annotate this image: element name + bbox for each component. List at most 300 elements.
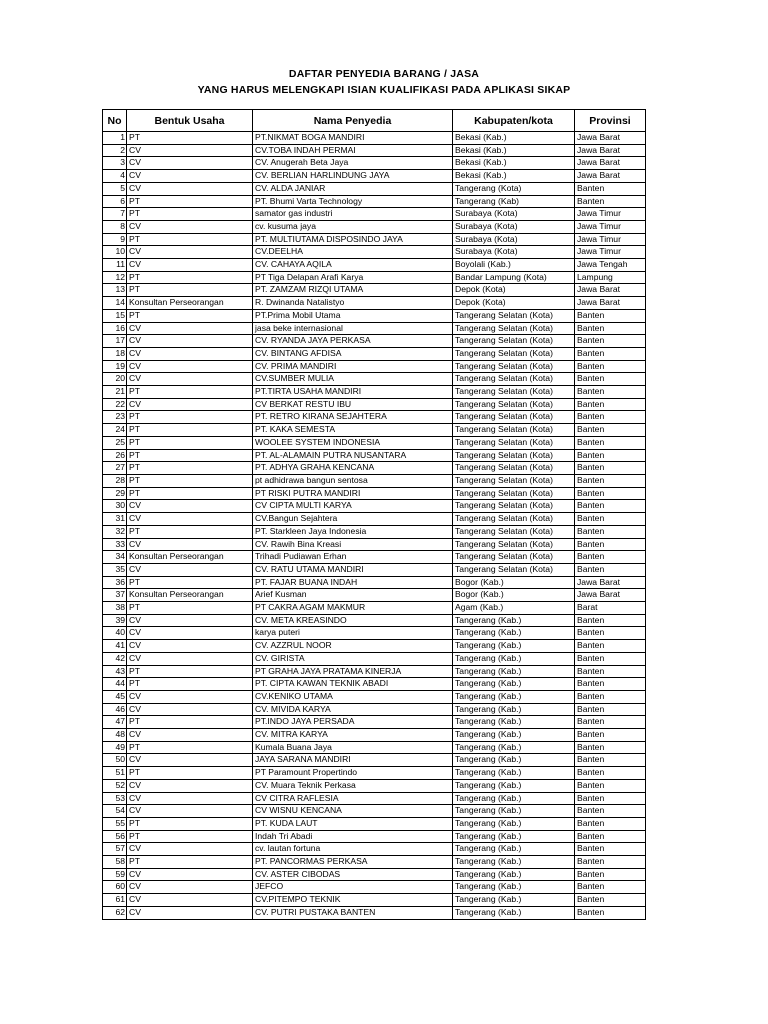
row-provinsi: Banten — [575, 195, 646, 208]
row-provinsi: Jawa Timur — [575, 208, 646, 221]
table-header-row — [103, 110, 646, 132]
row-provinsi: Banten — [575, 767, 646, 780]
row-no: 61 — [103, 894, 127, 907]
row-nama-penyedia: CV. CAHAYA AQILA — [253, 259, 453, 272]
row-bentuk-usaha: Konsultan Perseorangan — [127, 297, 253, 310]
row-kabupaten-kota: Tangerang (Kab.) — [453, 614, 575, 627]
row-provinsi: Banten — [575, 322, 646, 335]
row-no: 57 — [103, 843, 127, 856]
row-nama-penyedia: JEFCO — [253, 881, 453, 894]
row-provinsi: Banten — [575, 513, 646, 526]
table-row — [103, 398, 646, 411]
table-row — [103, 741, 646, 754]
table-row — [103, 906, 646, 919]
row-no: 36 — [103, 576, 127, 589]
table-row — [103, 220, 646, 233]
row-provinsi: Banten — [575, 360, 646, 373]
table-row — [103, 347, 646, 360]
row-provinsi: Banten — [575, 411, 646, 424]
row-nama-penyedia: JAYA SARANA MANDIRI — [253, 754, 453, 767]
row-no: 7 — [103, 208, 127, 221]
header-nama-penyedia: Nama Penyedia — [253, 110, 453, 132]
row-no: 10 — [103, 246, 127, 259]
row-kabupaten-kota: Tangerang Selatan (Kota) — [453, 386, 575, 399]
table-row — [103, 817, 646, 830]
row-nama-penyedia: CV. PUTRI PUSTAKA BANTEN — [253, 906, 453, 919]
row-kabupaten-kota: Bekasi (Kab.) — [453, 157, 575, 170]
row-kabupaten-kota: Tangerang (Kab.) — [453, 906, 575, 919]
row-nama-penyedia: R. Dwinanda Natalistyo — [253, 297, 453, 310]
header-kabupaten-kota: Kabupaten/kota — [453, 110, 575, 132]
table-row — [103, 729, 646, 742]
row-kabupaten-kota: Tangerang Selatan (Kota) — [453, 449, 575, 462]
row-kabupaten-kota: Tangerang Selatan (Kota) — [453, 335, 575, 348]
row-bentuk-usaha: PT — [127, 678, 253, 691]
row-no: 27 — [103, 462, 127, 475]
row-nama-penyedia: CV. PRIMA MANDIRI — [253, 360, 453, 373]
row-kabupaten-kota: Bekasi (Kab.) — [453, 170, 575, 183]
row-provinsi: Banten — [575, 474, 646, 487]
row-no: 40 — [103, 627, 127, 640]
table-row — [103, 233, 646, 246]
row-provinsi: Banten — [575, 856, 646, 869]
row-kabupaten-kota: Tangerang (Kab.) — [453, 716, 575, 729]
table-row — [103, 538, 646, 551]
row-provinsi: Banten — [575, 487, 646, 500]
row-nama-penyedia: PT. Starkleen Jaya Indonesia — [253, 525, 453, 538]
row-nama-penyedia: PT. MULTIUTAMA DISPOSINDO JAYA — [253, 233, 453, 246]
row-no: 45 — [103, 690, 127, 703]
table-row — [103, 449, 646, 462]
table-row — [103, 767, 646, 780]
row-kabupaten-kota: Tangerang Selatan (Kota) — [453, 500, 575, 513]
row-provinsi: Banten — [575, 182, 646, 195]
row-no: 52 — [103, 779, 127, 792]
row-nama-penyedia: PT.INDO JAYA PERSADA — [253, 716, 453, 729]
row-bentuk-usaha: PT — [127, 208, 253, 221]
table-row — [103, 309, 646, 322]
row-nama-penyedia: PT. RETRO KIRANA SEJAHTERA — [253, 411, 453, 424]
row-provinsi: Banten — [575, 614, 646, 627]
row-bentuk-usaha: PT — [127, 525, 253, 538]
row-kabupaten-kota: Tangerang Selatan (Kota) — [453, 551, 575, 564]
row-bentuk-usaha: PT — [127, 474, 253, 487]
row-no: 6 — [103, 195, 127, 208]
row-provinsi: Jawa Barat — [575, 284, 646, 297]
row-no: 39 — [103, 614, 127, 627]
row-kabupaten-kota: Tangerang Selatan (Kota) — [453, 538, 575, 551]
row-no: 34 — [103, 551, 127, 564]
row-no: 29 — [103, 487, 127, 500]
row-no: 58 — [103, 856, 127, 869]
row-bentuk-usaha: PT — [127, 767, 253, 780]
row-no: 32 — [103, 525, 127, 538]
row-kabupaten-kota: Tangerang Selatan (Kota) — [453, 424, 575, 437]
row-bentuk-usaha: CV — [127, 246, 253, 259]
row-nama-penyedia: PT. Bhumi Varta Technology — [253, 195, 453, 208]
row-nama-penyedia: CV. BERLIAN HARLINDUNG JAYA — [253, 170, 453, 183]
row-nama-penyedia: PT. AL-ALAMAIN PUTRA NUSANTARA — [253, 449, 453, 462]
row-bentuk-usaha: CV — [127, 144, 253, 157]
row-no: 44 — [103, 678, 127, 691]
row-bentuk-usaha: PT — [127, 449, 253, 462]
row-nama-penyedia: PT. KUDA LAUT — [253, 817, 453, 830]
row-nama-penyedia: CV WISNU KENCANA — [253, 805, 453, 818]
row-nama-penyedia: Trihadi Pudiawan Erhan — [253, 551, 453, 564]
row-kabupaten-kota: Tangerang (Kab.) — [453, 830, 575, 843]
table-row — [103, 627, 646, 640]
row-nama-penyedia: PT CAKRA AGAM MAKMUR — [253, 602, 453, 615]
table-row — [103, 360, 646, 373]
row-no: 18 — [103, 347, 127, 360]
table-row — [103, 487, 646, 500]
table-row — [103, 703, 646, 716]
row-bentuk-usaha: CV — [127, 157, 253, 170]
row-provinsi: Banten — [575, 741, 646, 754]
row-provinsi: Banten — [575, 500, 646, 513]
row-provinsi: Banten — [575, 792, 646, 805]
row-kabupaten-kota: Surabaya (Kota) — [453, 208, 575, 221]
row-nama-penyedia: Arief Kusman — [253, 589, 453, 602]
document-subtitle: YANG HARUS MELENGKAPI ISIAN KUALIFIKASI PADA APLIKASI SIKAP — [197, 84, 571, 96]
row-bentuk-usaha: PT — [127, 309, 253, 322]
row-no: 42 — [103, 652, 127, 665]
row-no: 14 — [103, 297, 127, 310]
table-row — [103, 513, 646, 526]
row-provinsi: Jawa Timur — [575, 233, 646, 246]
row-kabupaten-kota: Tangerang Selatan (Kota) — [453, 513, 575, 526]
row-nama-penyedia: PT. CIPTA KAWAN TEKNIK ABADI — [253, 678, 453, 691]
row-provinsi: Banten — [575, 779, 646, 792]
row-nama-penyedia: CV.KENIKO UTAMA — [253, 690, 453, 703]
row-nama-penyedia: CV.SUMBER MULIA — [253, 373, 453, 386]
row-provinsi: Banten — [575, 830, 646, 843]
table-row — [103, 881, 646, 894]
row-kabupaten-kota: Surabaya (Kota) — [453, 233, 575, 246]
row-kabupaten-kota: Tangerang (Kab.) — [453, 817, 575, 830]
row-no: 8 — [103, 220, 127, 233]
row-provinsi: Banten — [575, 703, 646, 716]
table-row — [103, 779, 646, 792]
row-kabupaten-kota: Tangerang (Kab.) — [453, 652, 575, 665]
row-kabupaten-kota: Tangerang Selatan (Kota) — [453, 462, 575, 475]
row-bentuk-usaha: CV — [127, 220, 253, 233]
row-no: 55 — [103, 817, 127, 830]
table-row — [103, 792, 646, 805]
table-row — [103, 335, 646, 348]
row-bentuk-usaha: PT — [127, 665, 253, 678]
row-no: 49 — [103, 741, 127, 754]
row-kabupaten-kota: Depok (Kota) — [453, 297, 575, 310]
row-bentuk-usaha: CV — [127, 690, 253, 703]
row-kabupaten-kota: Tangerang (Kab.) — [453, 703, 575, 716]
table-row — [103, 436, 646, 449]
row-nama-penyedia: pt adhidrawa bangun sentosa — [253, 474, 453, 487]
row-provinsi: Banten — [575, 335, 646, 348]
row-bentuk-usaha: PT — [127, 817, 253, 830]
row-nama-penyedia: CV. MITRA KARYA — [253, 729, 453, 742]
row-nama-penyedia: PT.TIRTA USAHA MANDIRI — [253, 386, 453, 399]
row-nama-penyedia: PT. ZAMZAM RIZQI UTAMA — [253, 284, 453, 297]
row-no: 31 — [103, 513, 127, 526]
row-bentuk-usaha: PT — [127, 487, 253, 500]
row-bentuk-usaha: Konsultan Perseorangan — [127, 551, 253, 564]
row-no: 48 — [103, 729, 127, 742]
row-kabupaten-kota: Tangerang (Kab.) — [453, 779, 575, 792]
row-kabupaten-kota: Tangerang Selatan (Kota) — [453, 373, 575, 386]
table-row — [103, 589, 646, 602]
row-nama-penyedia: WOOLEE SYSTEM INDONESIA — [253, 436, 453, 449]
row-kabupaten-kota: Tangerang (Kab.) — [453, 881, 575, 894]
row-kabupaten-kota: Tangerang (Kab.) — [453, 754, 575, 767]
row-provinsi: Jawa Barat — [575, 589, 646, 602]
row-kabupaten-kota: Tangerang (Kab) — [453, 195, 575, 208]
row-bentuk-usaha: PT — [127, 462, 253, 475]
table-row — [103, 640, 646, 653]
row-kabupaten-kota: Tangerang Selatan (Kota) — [453, 347, 575, 360]
row-bentuk-usaha: CV — [127, 538, 253, 551]
row-nama-penyedia: CV CITRA RAFLESIA — [253, 792, 453, 805]
table-row — [103, 246, 646, 259]
row-bentuk-usaha: CV — [127, 754, 253, 767]
table-row — [103, 614, 646, 627]
row-provinsi: Banten — [575, 640, 646, 653]
row-nama-penyedia: PT Tiga Delapan Arafi Karya — [253, 271, 453, 284]
row-nama-penyedia: cv. kusuma jaya — [253, 220, 453, 233]
row-nama-penyedia: karya puteri — [253, 627, 453, 640]
row-kabupaten-kota: Tangerang (Kab.) — [453, 767, 575, 780]
row-kabupaten-kota: Tangerang (Kab.) — [453, 678, 575, 691]
row-nama-penyedia: CV. Rawih Bina Kreasi — [253, 538, 453, 551]
row-no: 4 — [103, 170, 127, 183]
row-bentuk-usaha: PT — [127, 132, 253, 145]
row-bentuk-usaha: PT — [127, 436, 253, 449]
row-provinsi: Banten — [575, 347, 646, 360]
table-row — [103, 144, 646, 157]
row-provinsi: Banten — [575, 678, 646, 691]
row-provinsi: Jawa Tengah — [575, 259, 646, 272]
row-bentuk-usaha: CV — [127, 500, 253, 513]
table-row — [103, 868, 646, 881]
row-no: 60 — [103, 881, 127, 894]
row-bentuk-usaha: CV — [127, 703, 253, 716]
row-provinsi: Jawa Barat — [575, 132, 646, 145]
row-no: 25 — [103, 436, 127, 449]
row-kabupaten-kota: Tangerang Selatan (Kota) — [453, 474, 575, 487]
row-provinsi: Jawa Barat — [575, 144, 646, 157]
document-title: DAFTAR PENYEDIA BARANG / JASA — [288, 68, 480, 80]
row-no: 19 — [103, 360, 127, 373]
row-kabupaten-kota: Tangerang (Kab.) — [453, 640, 575, 653]
row-kabupaten-kota: Tangerang (Kab.) — [453, 665, 575, 678]
table-row — [103, 195, 646, 208]
row-provinsi: Banten — [575, 665, 646, 678]
row-bentuk-usaha: CV — [127, 881, 253, 894]
header-no: No — [103, 110, 127, 132]
row-provinsi: Jawa Barat — [575, 170, 646, 183]
row-nama-penyedia: CV.PITEMPO TEKNIK — [253, 894, 453, 907]
table-row — [103, 474, 646, 487]
row-no: 54 — [103, 805, 127, 818]
row-bentuk-usaha: CV — [127, 259, 253, 272]
row-no: 2 — [103, 144, 127, 157]
row-kabupaten-kota: Tangerang (Kab.) — [453, 868, 575, 881]
row-kabupaten-kota: Tangerang Selatan (Kota) — [453, 360, 575, 373]
row-nama-penyedia: PT GRAHA JAYA PRATAMA KINERJA — [253, 665, 453, 678]
table-row — [103, 259, 646, 272]
row-kabupaten-kota: Tangerang (Kab.) — [453, 729, 575, 742]
row-nama-penyedia: PT Paramount Propertindo — [253, 767, 453, 780]
table-row — [103, 602, 646, 615]
table-row — [103, 322, 646, 335]
table-row — [103, 386, 646, 399]
row-no: 26 — [103, 449, 127, 462]
row-provinsi: Banten — [575, 868, 646, 881]
row-provinsi: Jawa Barat — [575, 297, 646, 310]
row-no: 30 — [103, 500, 127, 513]
row-no: 17 — [103, 335, 127, 348]
row-bentuk-usaha: PT — [127, 830, 253, 843]
table-row — [103, 525, 646, 538]
table-row — [103, 563, 646, 576]
row-nama-penyedia: CV. BINTANG AFDISA — [253, 347, 453, 360]
row-kabupaten-kota: Depok (Kota) — [453, 284, 575, 297]
row-kabupaten-kota: Tangerang (Kota) — [453, 182, 575, 195]
row-nama-penyedia: CV. MIVIDA KARYA — [253, 703, 453, 716]
row-kabupaten-kota: Tangerang (Kab.) — [453, 805, 575, 818]
row-nama-penyedia: CV. RATU UTAMA MANDIRI — [253, 563, 453, 576]
row-provinsi: Banten — [575, 690, 646, 703]
row-no: 11 — [103, 259, 127, 272]
row-nama-penyedia: PT. ADHYA GRAHA KENCANA — [253, 462, 453, 475]
row-no: 16 — [103, 322, 127, 335]
row-provinsi: Barat — [575, 602, 646, 615]
row-bentuk-usaha: CV — [127, 729, 253, 742]
row-bentuk-usaha: CV — [127, 182, 253, 195]
provider-table — [102, 109, 646, 920]
row-no: 13 — [103, 284, 127, 297]
row-nama-penyedia: CV. ALDA JANIAR — [253, 182, 453, 195]
row-kabupaten-kota: Tangerang (Kab.) — [453, 690, 575, 703]
row-no: 43 — [103, 665, 127, 678]
row-no: 24 — [103, 424, 127, 437]
row-bentuk-usaha: CV — [127, 779, 253, 792]
row-no: 47 — [103, 716, 127, 729]
table-row — [103, 754, 646, 767]
row-nama-penyedia: Indah Tri Abadi — [253, 830, 453, 843]
row-bentuk-usaha: PT — [127, 602, 253, 615]
row-nama-penyedia: PT.Prima Mobil Utama — [253, 309, 453, 322]
row-no: 56 — [103, 830, 127, 843]
row-no: 5 — [103, 182, 127, 195]
row-no: 23 — [103, 411, 127, 424]
row-no: 21 — [103, 386, 127, 399]
row-nama-penyedia: samator gas industri — [253, 208, 453, 221]
row-provinsi: Banten — [575, 538, 646, 551]
row-kabupaten-kota: Surabaya (Kota) — [453, 246, 575, 259]
row-nama-penyedia: CV.TOBA INDAH PERMAI — [253, 144, 453, 157]
row-nama-penyedia: PT RISKI PUTRA MANDIRI — [253, 487, 453, 500]
row-kabupaten-kota: Bekasi (Kab.) — [453, 132, 575, 145]
row-bentuk-usaha: CV — [127, 894, 253, 907]
row-kabupaten-kota: Bandar Lampung (Kota) — [453, 271, 575, 284]
table-row — [103, 208, 646, 221]
row-no: 53 — [103, 792, 127, 805]
table-row — [103, 690, 646, 703]
table-row — [103, 271, 646, 284]
row-bentuk-usaha: CV — [127, 335, 253, 348]
row-bentuk-usaha: PT — [127, 576, 253, 589]
row-provinsi: Banten — [575, 716, 646, 729]
row-bentuk-usaha: CV — [127, 792, 253, 805]
row-bentuk-usaha: CV — [127, 906, 253, 919]
row-no: 35 — [103, 563, 127, 576]
row-kabupaten-kota: Tangerang Selatan (Kota) — [453, 411, 575, 424]
row-bentuk-usaha: CV — [127, 805, 253, 818]
row-no: 46 — [103, 703, 127, 716]
row-nama-penyedia: PT. FAJAR BUANA INDAH — [253, 576, 453, 589]
row-kabupaten-kota: Bogor (Kab.) — [453, 589, 575, 602]
row-no: 38 — [103, 602, 127, 615]
row-no: 22 — [103, 398, 127, 411]
row-provinsi: Banten — [575, 627, 646, 640]
row-kabupaten-kota: Tangerang (Kab.) — [453, 856, 575, 869]
row-bentuk-usaha: CV — [127, 614, 253, 627]
row-bentuk-usaha: CV — [127, 373, 253, 386]
row-bentuk-usaha: PT — [127, 716, 253, 729]
row-no: 9 — [103, 233, 127, 246]
row-provinsi: Banten — [575, 436, 646, 449]
row-nama-penyedia: CV BERKAT RESTU IBU — [253, 398, 453, 411]
row-no: 12 — [103, 271, 127, 284]
row-bentuk-usaha: PT — [127, 284, 253, 297]
row-provinsi: Banten — [575, 729, 646, 742]
row-provinsi: Banten — [575, 309, 646, 322]
row-nama-penyedia: CV. GIRISTA — [253, 652, 453, 665]
row-provinsi: Jawa Timur — [575, 246, 646, 259]
table-row — [103, 856, 646, 869]
row-provinsi: Jawa Barat — [575, 157, 646, 170]
table-row — [103, 678, 646, 691]
row-no: 20 — [103, 373, 127, 386]
table-row — [103, 297, 646, 310]
row-provinsi: Banten — [575, 424, 646, 437]
row-kabupaten-kota: Tangerang Selatan (Kota) — [453, 525, 575, 538]
row-provinsi: Banten — [575, 563, 646, 576]
row-bentuk-usaha: CV — [127, 170, 253, 183]
table-row — [103, 411, 646, 424]
row-bentuk-usaha: PT — [127, 386, 253, 399]
row-nama-penyedia: CV. Anugerah Beta Jaya — [253, 157, 453, 170]
row-kabupaten-kota: Tangerang (Kab.) — [453, 843, 575, 856]
table-row — [103, 284, 646, 297]
row-kabupaten-kota: Tangerang (Kab.) — [453, 894, 575, 907]
row-nama-penyedia: PT. PANCORMAS PERKASA — [253, 856, 453, 869]
row-bentuk-usaha: CV — [127, 398, 253, 411]
row-provinsi: Banten — [575, 817, 646, 830]
row-nama-penyedia: CV CIPTA MULTI KARYA — [253, 500, 453, 513]
row-provinsi: Banten — [575, 881, 646, 894]
row-provinsi: Banten — [575, 906, 646, 919]
row-no: 62 — [103, 906, 127, 919]
table-row — [103, 894, 646, 907]
row-provinsi: Banten — [575, 449, 646, 462]
row-bentuk-usaha: CV — [127, 627, 253, 640]
row-bentuk-usaha: PT — [127, 856, 253, 869]
table-row — [103, 424, 646, 437]
table-row — [103, 830, 646, 843]
row-kabupaten-kota: Tangerang (Kab.) — [453, 792, 575, 805]
